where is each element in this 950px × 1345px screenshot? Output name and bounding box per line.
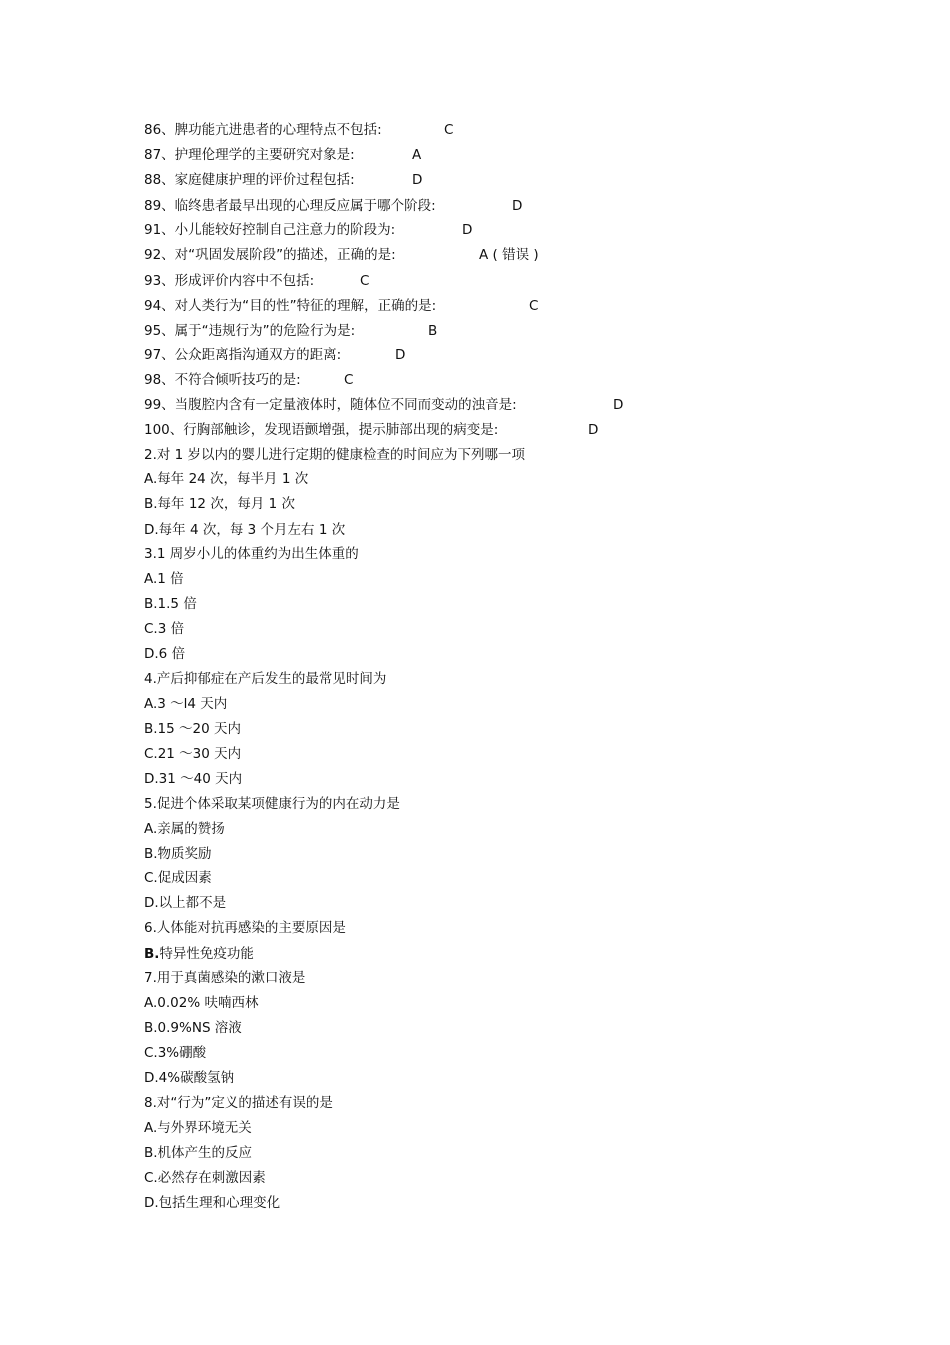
option-line: B.1.5 倍 bbox=[144, 596, 197, 612]
option-line bbox=[144, 943, 254, 965]
question-88: 88、家庭健康护理的评价过程包括: bbox=[144, 172, 355, 188]
question-98: 98、不符合倾听技巧的是: bbox=[144, 372, 301, 388]
option-line: C.21 ～30 天内 bbox=[144, 746, 242, 762]
option-text: 特异性免疫功能 bbox=[159, 946, 254, 962]
option-line: C.必然存在刺激因素 bbox=[144, 1170, 266, 1186]
option-line: A.每年 24 次，每半月 1 次 bbox=[144, 471, 309, 487]
option-line: A.1 倍 bbox=[144, 571, 184, 587]
question-2: 2.对 1 岁以内的婴儿进行定期的健康检查的时间应为下列哪一项 bbox=[144, 447, 526, 463]
option-line: C.3%硼酸 bbox=[144, 1045, 207, 1061]
question-89: 89、临终患者最早出现的心理反应属于哪个阶段: bbox=[144, 198, 436, 214]
option-line: C.3 倍 bbox=[144, 621, 185, 637]
answer-98: C bbox=[344, 372, 354, 388]
answer-95: B bbox=[428, 323, 438, 339]
question-93: 93、形成评价内容中不包括: bbox=[144, 273, 315, 289]
question-94: 94、对人类行为“目的性”特征的理解，正确的是: bbox=[144, 298, 437, 314]
answer-91: D bbox=[462, 222, 473, 238]
option-line: D.每年 4 次，每 3 个月左右 1 次 bbox=[144, 522, 346, 538]
answer-88: D bbox=[412, 172, 423, 188]
option-line: D.以上都不是 bbox=[144, 895, 227, 911]
question-99: 99、当腹腔内含有一定量液体时，随体位不同而变动的浊音是: bbox=[144, 397, 517, 413]
option-line: A.0.02% 呋喃西林 bbox=[144, 995, 259, 1011]
answer-93: C bbox=[360, 273, 370, 289]
question-87: 87、护理伦理学的主要研究对象是: bbox=[144, 147, 355, 163]
question-100: 100、行胸部触诊，发现语颤增强，提示肺部出现的病变是: bbox=[144, 422, 499, 438]
question-3: 3.1 周岁小儿的体重约为出生体重的 bbox=[144, 546, 359, 562]
question-91: 91、小儿能较好控制自己注意力的阶段为: bbox=[144, 222, 396, 238]
option-line: D.包括生理和心理变化 bbox=[144, 1195, 281, 1211]
question-4: 4.产后抑郁症在产后发生的最常见时间为 bbox=[144, 671, 387, 687]
answer-94: C bbox=[529, 298, 539, 314]
question-8: 8.对“行为”定义的描述有误的是 bbox=[144, 1095, 333, 1111]
option-line: D.4%碳酸氢钠 bbox=[144, 1070, 235, 1086]
option-line: B.每年 12 次，每月 1 次 bbox=[144, 496, 295, 512]
question-92: 92、对“巩固发展阶段”的描述，正确的是: bbox=[144, 247, 396, 263]
answer-92: A ( 错误 ) bbox=[479, 247, 539, 263]
question-6: 6.人体能对抗再感染的主要原因是 bbox=[144, 920, 346, 936]
question-86: 86、脾功能亢进患者的心理特点不包括: bbox=[144, 122, 382, 138]
option-line: A.与外界环境无关 bbox=[144, 1120, 252, 1136]
answer-97: D bbox=[395, 347, 406, 363]
option-line: B.物质奖励 bbox=[144, 846, 212, 862]
question-5: 5.促进个体采取某项健康行为的内在动力是 bbox=[144, 796, 400, 812]
option-letter: B. bbox=[144, 946, 160, 962]
answer-86: C bbox=[444, 122, 454, 138]
question-95: 95、属于“违规行为”的危险行为是: bbox=[144, 323, 356, 339]
option-line: C.促成因素 bbox=[144, 870, 212, 886]
option-line: B.15 ～20 天内 bbox=[144, 721, 241, 737]
option-line: A.亲属的赞扬 bbox=[144, 821, 225, 837]
question-7: 7.用于真菌感染的漱口液是 bbox=[144, 970, 306, 986]
option-line: A.3 ～l4 天内 bbox=[144, 696, 228, 712]
answer-87: A bbox=[412, 147, 422, 163]
question-97: 97、公众距离指沟通双方的距离: bbox=[144, 347, 342, 363]
option-line: B.0.9%NS 溶液 bbox=[144, 1020, 242, 1036]
option-line: D.6 倍 bbox=[144, 646, 186, 662]
answer-89: D bbox=[512, 198, 523, 214]
option-line: B.机体产生的反应 bbox=[144, 1145, 253, 1161]
answer-99: D bbox=[613, 397, 624, 413]
answer-100: D bbox=[588, 422, 599, 438]
option-line: D.31 ～40 天内 bbox=[144, 771, 243, 787]
